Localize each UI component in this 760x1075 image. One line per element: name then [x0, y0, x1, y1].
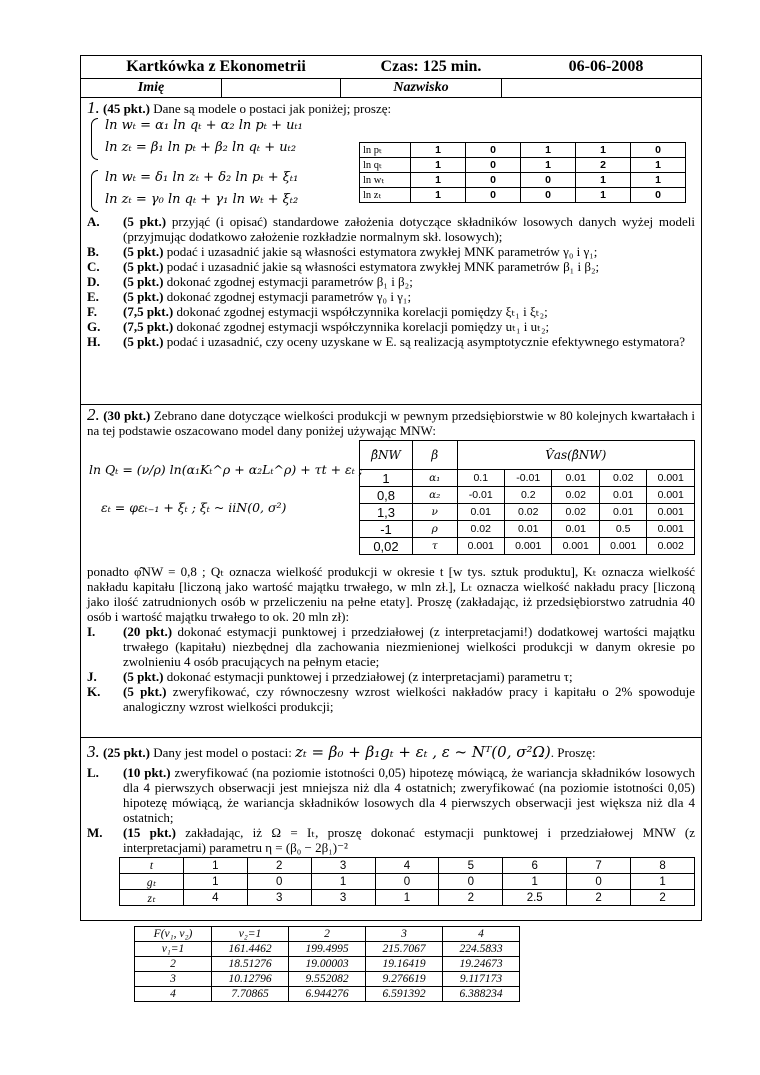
q1-intro: Dane są modele o postaci jak poniżej; proszę: — [153, 101, 392, 116]
task-points: (7,5 pkt.) — [123, 304, 174, 319]
task-text — [123, 214, 695, 244]
first-name-field[interactable] — [222, 79, 341, 97]
table-cell: 224.5833 — [443, 942, 520, 957]
task-description: dokonać estymacji punktowej i przedziałowej (z interpretacjami!) dodatkowej wartości majątku trwałego (kapitału) niezbędnej dla zachowania niezmienionej wielkości produkcji w danym okresie po zwolnieniu 4 osób pracujących na pełnym etacie; — [123, 624, 696, 669]
exam-date: 06-06-2008 — [568, 58, 644, 75]
table-row — [120, 890, 695, 906]
table-cell: 0 — [466, 173, 521, 188]
table-cell: 0,02 — [360, 538, 413, 555]
table-row — [360, 158, 686, 173]
task-text — [123, 319, 695, 334]
table-cell: 2.5 — [503, 890, 567, 906]
table-cell: 3 — [311, 858, 375, 874]
table-cell: 1 — [631, 874, 695, 890]
task-label: J. — [87, 669, 97, 684]
table-row — [360, 504, 695, 521]
task-item — [87, 319, 695, 334]
table-cell: 4 — [443, 927, 520, 942]
task-description: zweryfikować (na poziomie istotności 0,05) hipotezę mówiącą, że wariancja składników losowych dla 4 pierwszych obserwacji jest mniejsza niż dla 4 ostatnich; zweryfikować (na poziomie istotności 0,05) hipotezę mówiącą, że wariancja składników losowych dla 4 pierwszych obserwacji jest większa niż dla 4 ostatnich; — [123, 765, 695, 825]
table-cell: 0.01 — [457, 504, 504, 521]
task-item — [87, 214, 695, 244]
table-cell: 2 — [439, 890, 503, 906]
table-row — [135, 987, 520, 1002]
table-cell: ν₂=1 — [212, 927, 289, 942]
table-cell: 1 — [576, 143, 631, 158]
exam-time: Czas: 125 min. — [380, 58, 482, 75]
table-cell: 0 — [466, 158, 521, 173]
table-cell: 0.001 — [457, 538, 504, 555]
table-cell: 0.001 — [505, 538, 552, 555]
table-cell: ln wₜ — [360, 173, 411, 188]
task-item — [87, 334, 695, 349]
table-cell: 0.02 — [552, 504, 599, 521]
table-cell: -1 — [360, 521, 413, 538]
task-description: dokonać zgodnej estymacji parametrów β₁ i β₂; — [166, 274, 413, 289]
table-cell: 4 — [183, 890, 247, 906]
table-cell: 1 — [411, 158, 466, 173]
task-text — [123, 289, 695, 304]
table-cell: 199.4995 — [289, 942, 366, 957]
table-cell: F(ν₁, ν₂) — [135, 927, 212, 942]
task-description: zakładając, iż Ω = Iₜ, proszę dokonać estymacji punktowej i przedziałowej MNW (z interpretacjami) parametru η = (β₀ − 2β₁)⁻² — [123, 825, 695, 855]
task-label: B. — [87, 244, 99, 259]
task-item — [87, 259, 695, 274]
table-cell: 1 — [183, 874, 247, 890]
table-cell: 9.552082 — [289, 972, 366, 987]
table-cell: 1 — [411, 143, 466, 158]
table-cell: 1 — [521, 143, 576, 158]
task-text — [123, 825, 695, 855]
task-label: G. — [87, 319, 101, 334]
table-cell: ln zₜ — [360, 188, 411, 203]
brace-1 — [91, 118, 98, 160]
table-cell: 4 — [375, 858, 439, 874]
table-cell: 0.01 — [505, 521, 552, 538]
table-cell: 0 — [521, 188, 576, 203]
task-points: (15 pkt.) — [123, 825, 176, 840]
table-cell: zₜ — [120, 890, 184, 906]
table-cell: 0 — [439, 874, 503, 890]
task-description: podać i uzasadnić jakie są własności estymatora zwykłej MNK parametrów β₁ i β₂; — [166, 259, 600, 274]
task-points: (5 pkt.) — [123, 684, 167, 699]
table-cell: 1 — [183, 858, 247, 874]
table-cell: 6.591392 — [366, 987, 443, 1002]
task-description: przyjąć (i opisać) standardowe założenia dotyczące składników losowych danych wyżej modeli (przyjmując dodatkowo założenie rozkładzie normalnym skł. losowych); — [123, 214, 696, 244]
table-cell: 1 — [311, 874, 375, 890]
q3-points: (25 pkt.) — [103, 745, 150, 760]
task-item — [87, 304, 695, 319]
q1-eq-3: ln wₜ = δ₁ ln zₜ + δ₂ ln pₜ + ξₜ₁ — [105, 170, 299, 185]
table-row — [135, 927, 520, 942]
table-cell: 6.388234 — [443, 987, 520, 1002]
q2-description: ponadto φ̂NW = 0,8 ; Qₜ oznacza wielkość produkcji w okresie t [w tys. sztuk produktu], Kₜ oznacza wielkość nakładu kapitału [liczoną jako wartość majątku trwałego, w mln zł.], Lₜ oznacza wielkość nakładu pracy [liczoną jako ilość zatrudnionych osób w przeliczeniu na pełne etaty]. Proszę (zakładając, iż przedsiębiorstwo zatrudnia 40 osób i wartość majątku trwałego to ok. 20 mln zł): — [87, 564, 695, 624]
table-cell: 19.16419 — [366, 957, 443, 972]
last-name-label: Nazwisko — [341, 79, 502, 97]
table-cell: 0.002 — [647, 538, 695, 555]
table-cell: 3 — [247, 890, 311, 906]
question-1 — [81, 98, 701, 405]
table-cell: 0.001 — [647, 504, 695, 521]
table-row — [135, 942, 520, 957]
table-cell: 3 — [366, 927, 443, 942]
task-text — [123, 334, 695, 349]
table-cell: 19.00003 — [289, 957, 366, 972]
task-text — [123, 624, 695, 669]
table-cell: ν — [412, 504, 457, 521]
table-cell: 0 — [466, 188, 521, 203]
q1-number: 1. — [87, 98, 100, 117]
q1-eq-1: ln wₜ = α₁ ln qₜ + α₂ ln pₜ + uₜ₁ — [105, 118, 303, 133]
table-cell: 0.02 — [505, 504, 552, 521]
task-points: (5 pkt.) — [123, 214, 167, 229]
task-description: dokonać zgodnej estymacji współczynnika korelacji pomiędzy ξₜ₁ i ξₜ₂; — [176, 304, 548, 319]
table-cell: 0.001 — [647, 470, 695, 487]
table-cell: 0 — [631, 143, 686, 158]
table-header-cell: V̂as(β̂NW) — [457, 441, 694, 470]
table-cell: 3 — [311, 890, 375, 906]
question-3 — [81, 738, 701, 920]
table-cell: 1 — [631, 173, 686, 188]
table-cell: 1 — [576, 188, 631, 203]
task-label: K. — [87, 684, 101, 699]
task-label: F. — [87, 304, 97, 319]
task-points: (5 pkt.) — [123, 669, 164, 684]
task-text — [123, 274, 695, 289]
task-points: (5 pkt.) — [123, 244, 164, 259]
last-name-field[interactable] — [502, 79, 701, 97]
exam-title: Kartkówka z Ekonometrii — [126, 58, 306, 75]
table-cell: 1 — [360, 470, 413, 487]
table-cell: 2 — [576, 158, 631, 173]
task-description: dokonać zgodnej estymacji parametrów γ₀ i γ₁; — [166, 289, 412, 304]
task-points: (5 pkt.) — [123, 289, 164, 304]
task-points: (5 pkt.) — [123, 334, 164, 349]
task-item — [87, 825, 695, 855]
task-points: (20 pkt.) — [123, 624, 173, 639]
q3-outro: . Proszę: — [550, 745, 596, 760]
task-description: podać i uzasadnić, czy oceny uzyskane w E. są realizacją asymptotycznie efektywnego estymatora? — [166, 334, 686, 349]
task-item — [87, 274, 695, 289]
table-cell: 161.4462 — [212, 942, 289, 957]
table-cell: 10.12796 — [212, 972, 289, 987]
table-cell: 0.001 — [552, 538, 599, 555]
table-cell: 0.01 — [599, 504, 646, 521]
q2-eq-1: ln Qₜ = (ν/ρ) ln(α₁Kₜ^ρ + α₂Lₜ^ρ) + τt + εₜ ; — [89, 462, 363, 477]
q1-data-table — [359, 142, 686, 203]
table-cell: 0 — [521, 173, 576, 188]
table-row — [360, 538, 695, 555]
task-text — [123, 669, 695, 684]
task-label: D. — [87, 274, 100, 289]
task-text — [123, 304, 695, 319]
table-cell: 0.02 — [552, 487, 599, 504]
table-row — [360, 173, 686, 188]
table-cell: ln pₜ — [360, 143, 411, 158]
table-header-row — [360, 441, 695, 470]
table-cell: 2 — [567, 890, 631, 906]
table-cell: 1 — [631, 158, 686, 173]
table-cell: 0.01 — [552, 521, 599, 538]
table-cell: 0 — [247, 874, 311, 890]
table-cell: 1 — [521, 158, 576, 173]
q3-intro: Dany jest model o postaci: — [153, 745, 292, 760]
question-2 — [81, 405, 701, 738]
table-cell: α₂ — [412, 487, 457, 504]
table-cell: 9.117173 — [443, 972, 520, 987]
q2-estimates-table — [359, 440, 695, 555]
task-text — [123, 244, 695, 259]
table-cell: 0.2 — [505, 487, 552, 504]
table-cell: 1 — [375, 890, 439, 906]
table-cell: 2 — [135, 957, 212, 972]
table-row — [360, 143, 686, 158]
table-cell: -0.01 — [457, 487, 504, 504]
table-cell: 0.02 — [457, 521, 504, 538]
table-cell: 0.001 — [647, 487, 695, 504]
table-cell: 1,3 — [360, 504, 413, 521]
task-label: L. — [87, 765, 99, 780]
table-cell: 3 — [135, 972, 212, 987]
table-cell: gₜ — [120, 874, 184, 890]
table-row — [360, 188, 686, 203]
task-item — [87, 684, 695, 714]
table-cell: 1 — [411, 188, 466, 203]
table-cell: 0 — [466, 143, 521, 158]
table-cell: 5 — [439, 858, 503, 874]
header — [81, 56, 701, 79]
table-cell: 2 — [631, 890, 695, 906]
task-points: (5 pkt.) — [123, 259, 164, 274]
table-header-cell: β̂NW — [360, 441, 413, 470]
table-cell: -0.01 — [505, 470, 552, 487]
table-cell: 0.001 — [647, 521, 695, 538]
q3-model-eq: zₜ = β₀ + β₁gₜ + εₜ , ε ~ Nᵀ(0, σ²Ω) — [295, 743, 551, 761]
table-cell: α₁ — [412, 470, 457, 487]
table-cell: 0.1 — [457, 470, 504, 487]
task-item — [87, 244, 695, 259]
table-row — [360, 470, 695, 487]
table-cell: 19.24673 — [443, 957, 520, 972]
table-row — [360, 487, 695, 504]
table-cell: 8 — [631, 858, 695, 874]
table-cell: 0.001 — [599, 538, 646, 555]
task-label: A. — [87, 214, 100, 229]
table-cell: 9.276619 — [366, 972, 443, 987]
task-label: E. — [87, 289, 99, 304]
table-row — [360, 521, 695, 538]
table-cell: 18.51276 — [212, 957, 289, 972]
table-cell: ν₁=1 — [135, 942, 212, 957]
table-cell: 0 — [567, 874, 631, 890]
table-cell: 6 — [503, 858, 567, 874]
table-row — [120, 858, 695, 874]
task-label: M. — [87, 825, 103, 840]
q1-eq-2: ln zₜ = β₁ ln pₜ + β₂ ln qₜ + uₜ₂ — [105, 140, 297, 155]
q2-intro: Zebrano dane dotyczące wielkości produkcji w pewnym przedsiębiorstwie w 80 kolejnych kwartałach i na tej podstawie oszacowano model dany poniżej używając MNW: — [87, 408, 696, 438]
table-cell: 0,8 — [360, 487, 413, 504]
table-cell: ln qₜ — [360, 158, 411, 173]
table-row — [135, 972, 520, 987]
table-cell: 0.01 — [599, 487, 646, 504]
table-cell: 4 — [135, 987, 212, 1002]
table-cell: 0 — [631, 188, 686, 203]
table-cell: 0.02 — [599, 470, 646, 487]
table-cell: 2 — [247, 858, 311, 874]
task-item — [87, 669, 695, 684]
task-item — [87, 289, 695, 304]
q3-data-table — [119, 857, 695, 906]
task-description: dokonać estymacji punktowej i przedziałowej (z interpretacjami) parametru τ; — [166, 669, 573, 684]
table-row — [135, 957, 520, 972]
q3-number: 3. — [87, 742, 100, 761]
task-text — [123, 765, 695, 825]
q1-points: (45 pkt.) — [103, 101, 150, 116]
table-cell: 1 — [576, 173, 631, 188]
q2-number: 2. — [87, 405, 100, 424]
table-cell: 1 — [411, 173, 466, 188]
task-text — [123, 259, 695, 274]
task-item — [87, 765, 695, 825]
table-row — [120, 874, 695, 890]
table-cell: t — [120, 858, 184, 874]
table-cell: 7.70865 — [212, 987, 289, 1002]
q1-eq-4: ln zₜ = γ₀ ln qₜ + γ₁ ln wₜ + ξₜ₂ — [105, 192, 299, 207]
table-cell: 7 — [567, 858, 631, 874]
q2-eq-2: εₜ = φεₜ₋₁ + ξₜ ; ξₜ ~ iiN(0, σ²) — [101, 500, 287, 515]
table-cell: ρ — [412, 521, 457, 538]
task-label: H. — [87, 334, 101, 349]
task-description: podać i uzasadnić jakie są własności estymatora zwykłej MNK parametrów γ₀ i γ₁; — [166, 244, 598, 259]
task-label: I. — [87, 624, 96, 639]
table-cell: τ — [412, 538, 457, 555]
exam-sheet — [80, 55, 702, 921]
task-points: (7,5 pkt.) — [123, 319, 174, 334]
table-header-cell: β — [412, 441, 457, 470]
table-cell: 2 — [289, 927, 366, 942]
task-text — [123, 684, 695, 714]
table-cell: 0 — [375, 874, 439, 890]
table-cell: 0.5 — [599, 521, 646, 538]
table-cell: 1 — [503, 874, 567, 890]
f-distribution-table — [134, 926, 520, 1002]
first-name-label: Imię — [81, 79, 222, 97]
task-item — [87, 624, 695, 669]
task-label: C. — [87, 259, 100, 274]
task-points: (10 pkt.) — [123, 765, 171, 780]
table-cell: 6.944276 — [289, 987, 366, 1002]
task-description: dokonać zgodnej estymacji współczynnika korelacji pomiędzy uₜ₁ i uₜ₂; — [176, 319, 550, 334]
brace-2 — [91, 170, 98, 212]
table-cell: 0.01 — [552, 470, 599, 487]
name-row — [81, 79, 701, 98]
task-points: (5 pkt.) — [123, 274, 164, 289]
q2-points: (30 pkt.) — [103, 408, 151, 423]
task-description: zweryfikować, czy równoczesny wzrost wielkości nakładów pracy i kapitału o 2% spowoduje analogiczny wzrost wielkości produkcji; — [123, 684, 696, 714]
table-cell: 215.7067 — [366, 942, 443, 957]
